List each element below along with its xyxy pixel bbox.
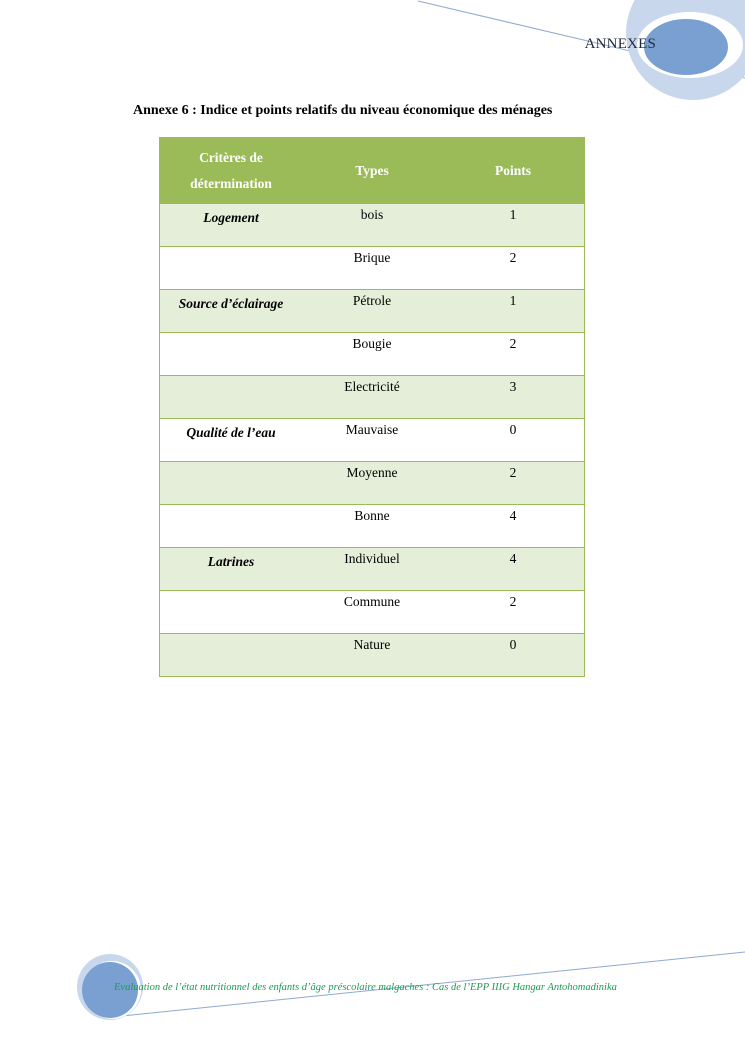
economic-index-table bbox=[159, 137, 585, 677]
points-cell: 4 bbox=[442, 505, 585, 548]
type-cell: Commune bbox=[302, 591, 442, 634]
points-cell: 0 bbox=[442, 634, 585, 677]
criterion-cell bbox=[160, 505, 303, 548]
type-cell: Moyenne bbox=[302, 462, 442, 505]
table-row bbox=[160, 505, 585, 548]
table-row bbox=[160, 462, 585, 505]
table-row bbox=[160, 333, 585, 376]
criterion-cell bbox=[160, 333, 303, 376]
type-cell: bois bbox=[302, 204, 442, 247]
criterion-cell: Latrines bbox=[160, 548, 303, 591]
points-cell: 0 bbox=[442, 419, 585, 462]
header-criteria: Critères de détermination bbox=[160, 138, 303, 204]
type-cell: Brique bbox=[302, 247, 442, 290]
criterion-cell bbox=[160, 462, 303, 505]
type-cell: Electricité bbox=[302, 376, 442, 419]
header-annexes-label: ANNEXES bbox=[584, 36, 656, 52]
table-row bbox=[160, 247, 585, 290]
table-header-row bbox=[160, 138, 585, 204]
criterion-cell bbox=[160, 247, 303, 290]
type-cell: Nature bbox=[302, 634, 442, 677]
type-cell: Mauvaise bbox=[302, 419, 442, 462]
points-cell: 2 bbox=[442, 247, 585, 290]
table-row bbox=[160, 548, 585, 591]
table-row bbox=[160, 204, 585, 247]
page-title: Annexe 6 : Indice et points relatifs du niveau économique des ménages bbox=[133, 103, 553, 118]
criterion-cell: Logement bbox=[160, 204, 303, 247]
type-cell: Bougie bbox=[302, 333, 442, 376]
points-cell: 1 bbox=[442, 290, 585, 333]
type-cell: Pétrole bbox=[302, 290, 442, 333]
footer-running-title: Evaluation de l’état nutritionnel des enfants d’âge préscolaire malgaches : Cas de l’EPP IIIG Hangar Antohomadinika bbox=[114, 982, 617, 993]
table-row bbox=[160, 419, 585, 462]
table-row bbox=[160, 376, 585, 419]
type-cell: Bonne bbox=[302, 505, 442, 548]
points-cell: 3 bbox=[442, 376, 585, 419]
points-cell: 2 bbox=[442, 591, 585, 634]
header-points: Points bbox=[442, 138, 585, 204]
points-cell: 1 bbox=[442, 204, 585, 247]
points-cell: 4 bbox=[442, 548, 585, 591]
table-row bbox=[160, 591, 585, 634]
criterion-cell bbox=[160, 634, 303, 677]
type-cell: Individuel bbox=[302, 548, 442, 591]
header-types: Types bbox=[302, 138, 442, 204]
header-circle-ornament bbox=[418, 0, 745, 100]
table-row bbox=[160, 634, 585, 677]
criterion-cell bbox=[160, 376, 303, 419]
points-cell: 2 bbox=[442, 333, 585, 376]
criterion-cell: Source d’éclairage bbox=[160, 290, 303, 333]
points-cell: 2 bbox=[442, 462, 585, 505]
criterion-cell: Qualité de l’eau bbox=[160, 419, 303, 462]
table-row bbox=[160, 290, 585, 333]
criterion-cell bbox=[160, 591, 303, 634]
